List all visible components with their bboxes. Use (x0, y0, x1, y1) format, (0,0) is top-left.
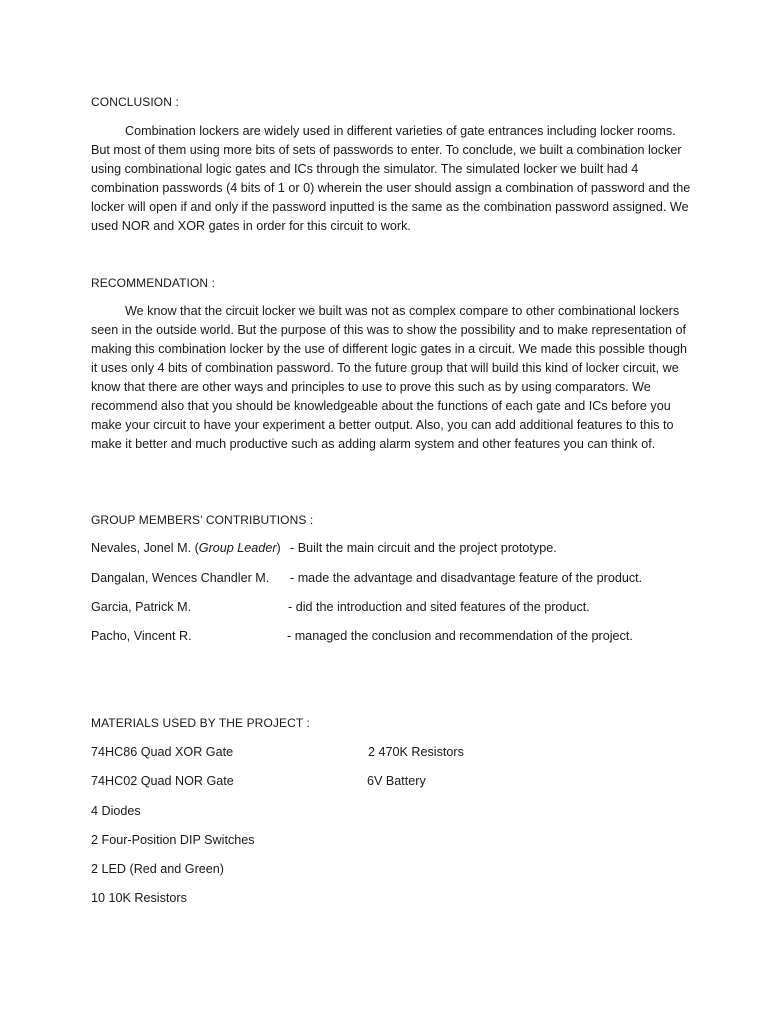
material-item: 2 Four-Position DIP Switches (91, 833, 255, 847)
member-role: Group Leader (198, 541, 277, 555)
member-name: Nevales, Jonel M. (Group Leader) (91, 541, 281, 555)
materials-heading: MATERIALS USED BY THE PROJECT : (91, 716, 310, 730)
conclusion-heading: CONCLUSION : (91, 95, 179, 109)
member-task: - managed the conclusion and recommendation of the project. (287, 629, 633, 643)
material-item: 6V Battery (367, 774, 426, 788)
member-name: Dangalan, Wences Chandler M. (91, 571, 270, 585)
member-task: - made the advantage and disadvantage feature of the product. (290, 571, 643, 585)
member-name: Garcia, Patrick M. (91, 600, 192, 614)
contributions-heading: GROUP MEMBERS’ CONTRIBUTIONS : (91, 513, 314, 527)
member-name: Pacho, Vincent R. (91, 629, 192, 643)
member-task: - Built the main circuit and the project prototype. (290, 541, 557, 555)
material-item: 2 470K Resistors (368, 745, 464, 759)
material-item: 74HC02 Quad NOR Gate (91, 774, 234, 788)
material-item: 10 10K Resistors (91, 891, 187, 905)
recommendation-heading: RECOMMENDATION : (91, 276, 216, 290)
member-task: - did the introduction and sited features of the product. (288, 600, 590, 614)
material-item: 4 Diodes (91, 804, 141, 818)
material-item: 2 LED (Red and Green) (91, 862, 225, 876)
material-item: 74HC86 Quad XOR Gate (91, 745, 234, 759)
conclusion-paragraph: Combination lockers are widely used in different varieties of gate entrances including locker rooms. But most of them using more bits of sets of passwords to enter. To conclude, we built a combination locker using combinational logic gates and ICs through the simulator. The simulated locker we built had 4 combination passwords (4 bits of 1 or 0) wherein the user should assign a combination of password and the locker will open if and only if the password inputted is the same as the combination password assigned. We used NOR and XOR gates in order for this circuit to work. (91, 124, 691, 233)
recommendation-paragraph: We know that the circuit locker we built was not as complex compare to other combinational lockers seen in the outside world. But the purpose of this was to show the possibility and to make representation of making this combination locker by the use of different logic gates in a circuit. We made this possible though it uses only 4 bits of combination password. To the future group that will build this kind of locker circuit, we know that there are other ways and principles to use to prove this such as by using comparators. We recommend also that you should be knowledgeable about the functions of each gate and ICs before you make your circuit to have your experiment a better output. Also, you can add additional features to this to make it better and much productive such as adding alarm system and other features you can think of. (91, 304, 687, 451)
